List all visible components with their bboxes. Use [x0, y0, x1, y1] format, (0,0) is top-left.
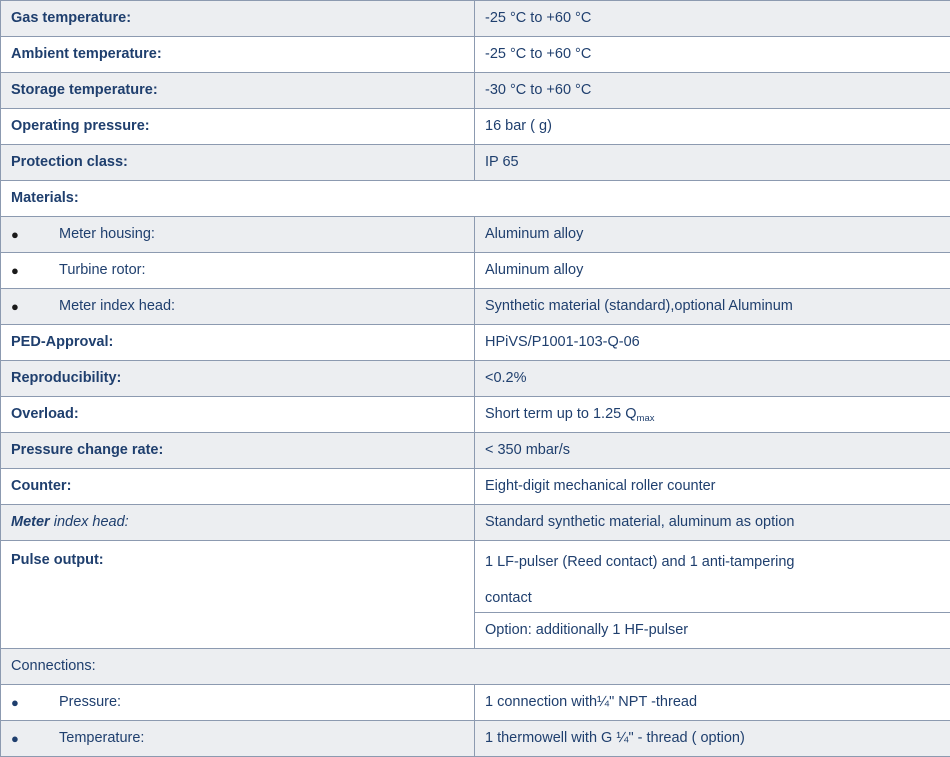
row-label: Meter index head: — [35, 297, 175, 315]
row-label: Operating pressure: — [1, 109, 475, 145]
row-label-bulleted — [1, 217, 475, 253]
row-label: Pulse output: — [1, 541, 475, 649]
bullet-icon: ● — [11, 228, 35, 241]
table-row — [1, 361, 950, 397]
row-value: Synthetic material (standard),optional Aluminum — [475, 289, 950, 325]
row-label-bulleted — [1, 289, 475, 325]
row-label: Materials: — [1, 181, 950, 217]
table-row-connections-header — [1, 649, 950, 685]
table-row — [1, 73, 950, 109]
row-label: Temperature: — [35, 729, 144, 747]
row-label: Connections: — [1, 649, 950, 685]
row-value: Option: additionally 1 HF-pulser — [475, 613, 950, 649]
table-row — [1, 145, 950, 181]
bullet-icon: ● — [11, 300, 35, 313]
table-row-pulse-output — [1, 541, 950, 613]
row-value: -25 °C to +60 °C — [475, 37, 950, 73]
pulse-value-line-1: 1 LF-pulser (Reed contact) and 1 anti-tampering — [485, 549, 940, 571]
row-value: 1 connection with¼" NPT -thread — [475, 685, 950, 721]
row-label-bulleted — [1, 721, 475, 757]
row-label — [1, 505, 475, 541]
table-row — [1, 289, 950, 325]
table-row — [1, 217, 950, 253]
row-label: Pressure: — [35, 693, 121, 711]
row-label: Meter housing: — [35, 225, 155, 243]
table-row — [1, 469, 950, 505]
row-label-rest: index head: — [50, 514, 129, 530]
row-value: Aluminum alloy — [475, 253, 950, 289]
bullet-icon: ● — [11, 696, 35, 709]
table-row — [1, 721, 950, 757]
row-value — [475, 541, 950, 613]
row-value: Standard synthetic material, aluminum as option — [475, 505, 950, 541]
row-value: -30 °C to +60 °C — [475, 73, 950, 109]
row-label: Counter: — [1, 469, 475, 505]
table-row-materials-header — [1, 181, 950, 217]
row-value — [475, 397, 950, 433]
table-row — [1, 253, 950, 289]
table-row — [1, 505, 950, 541]
table-row — [1, 397, 950, 433]
row-label-bulleted — [1, 685, 475, 721]
bullet-icon: ● — [11, 732, 35, 745]
row-value: <0.2% — [475, 361, 950, 397]
row-value: HPiVS/P1001-103-Q-06 — [475, 325, 950, 361]
row-value: -25 °C to +60 °C — [475, 1, 950, 37]
row-value-subscript: max — [637, 413, 655, 424]
row-value: IP 65 — [475, 145, 950, 181]
table-row — [1, 1, 950, 37]
row-value-text: Short term up to 1.25 Q — [485, 406, 637, 422]
table-row — [1, 433, 950, 469]
row-label-emphasis: Meter — [11, 514, 50, 530]
row-label: Reproducibility: — [1, 361, 475, 397]
row-label-bulleted — [1, 253, 475, 289]
row-label: Storage temperature: — [1, 73, 475, 109]
table-row — [1, 685, 950, 721]
row-label: Pressure change rate: — [1, 433, 475, 469]
row-value: Eight-digit mechanical roller counter — [475, 469, 950, 505]
row-label: Ambient temperature: — [1, 37, 475, 73]
table-row — [1, 37, 950, 73]
row-value: 1 thermowell with G ¼" - thread ( option) — [475, 721, 950, 757]
pulse-value-line-2: contact — [485, 571, 940, 607]
table-row — [1, 109, 950, 145]
row-label: Gas temperature: — [1, 1, 475, 37]
row-value: Aluminum alloy — [475, 217, 950, 253]
bullet-icon: ● — [11, 264, 35, 277]
row-value: 16 bar ( g) — [475, 109, 950, 145]
table-row — [1, 325, 950, 361]
row-label: PED-Approval: — [1, 325, 475, 361]
row-value: < 350 mbar/s — [475, 433, 950, 469]
row-label: Protection class: — [1, 145, 475, 181]
row-label: Turbine rotor: — [35, 261, 146, 279]
row-label: Overload: — [1, 397, 475, 433]
